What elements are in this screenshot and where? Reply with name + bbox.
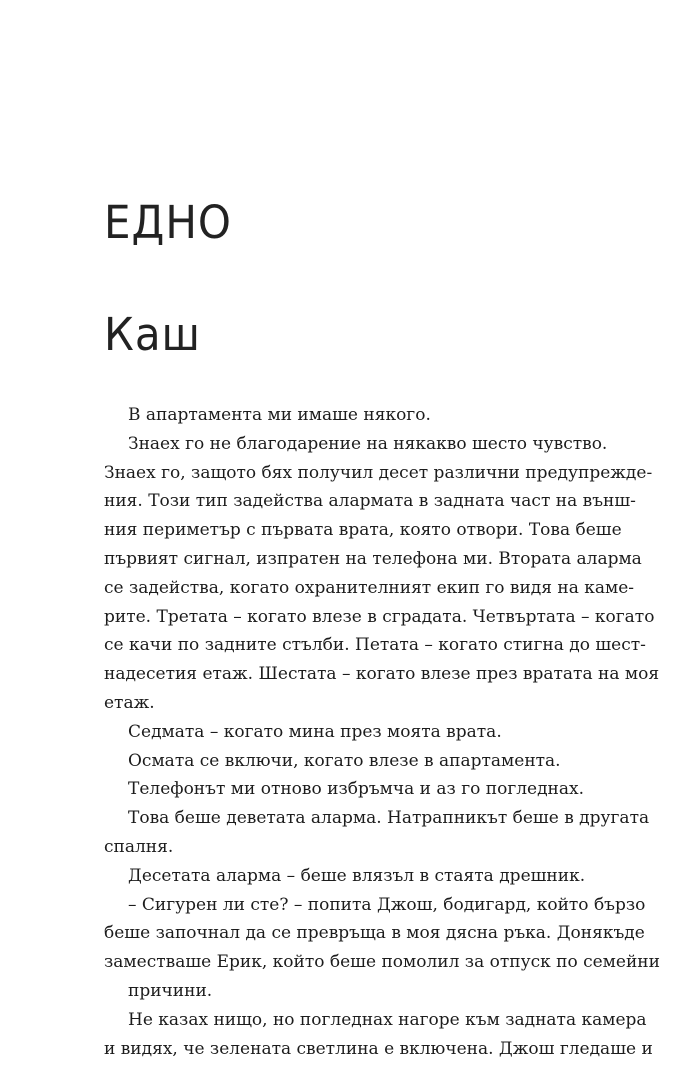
- text-line: причини.: [128, 980, 213, 1001]
- text-line: Това беше деветата аларма. Натрапникът беше в другата: [128, 808, 650, 829]
- text-line: ния. Този тип задейства алармата в задната част на външ-: [104, 491, 636, 512]
- text-line: се качи по задните стълби. Петата – когато стигна до шест-: [104, 635, 646, 656]
- text-line: – Сигурен ли сте? – попита Джош, бодигард, който бързо: [128, 894, 646, 915]
- body-text: [104, 401, 660, 1063]
- text-line: рите. Третата – когато влезе в сградата. Четвъртата – когато: [104, 606, 655, 627]
- text-line: Седмата – когато мина през моята врата.: [128, 721, 502, 742]
- text-line: заместваше Ерик, който беше помолил за отпуск по семейни: [104, 952, 660, 973]
- text-line: Десетата аларма – беше влязъл в стаята дрешник.: [128, 865, 586, 886]
- text-line: първият сигнал, изпратен на телефона ми. Втората аларма: [104, 548, 642, 569]
- text-line: спалня.: [104, 836, 174, 857]
- text-line: ния периметър с първата врата, която отвори. Това беше: [104, 520, 622, 541]
- text-line: Знаех го, защото бях получил десет различни предупрежде-: [104, 462, 653, 483]
- text-line: беше започнал да се превръща в моя дясна ръка. Донякъде: [104, 923, 645, 944]
- section-title: Каш: [104, 307, 201, 361]
- text-line: надесетия етаж. Шестата – когато влезе през вратата на моя: [104, 664, 660, 685]
- text-line: и видях, че зелената светлина е включена. Джош гледаше и: [104, 1038, 653, 1059]
- text-line: Осмата се включи, когато влезе в апартамента.: [128, 750, 561, 771]
- text-line: се задейства, когато охранителният екип го видя на каме-: [104, 577, 635, 598]
- text-line: Не казах нищо, но погледнах нагоре към задната камера: [128, 1009, 647, 1030]
- chapter-title: ЕДНО: [104, 195, 232, 249]
- text-line: етаж.: [104, 692, 155, 713]
- text-line: Знаех го не благодарение на някакво шесто чувство.: [128, 433, 608, 454]
- text-line: В апартамента ми имаше някого.: [128, 405, 431, 425]
- text-line: Телефонът ми отново избръмча и аз го погледнах.: [128, 779, 585, 800]
